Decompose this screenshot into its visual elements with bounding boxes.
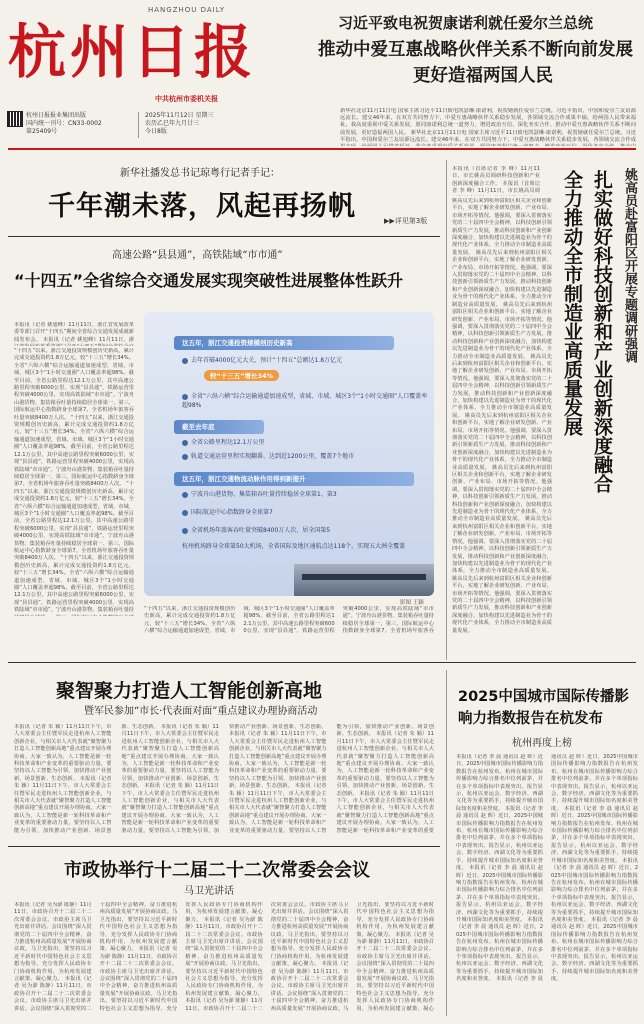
masthead-sponsor: 中共杭州市委机关报 <box>155 95 218 103</box>
side-body: 姚高员先后来到杭州富阳区相关企业和创新平台，实地了解企业研发创新、产业布局、市场开拓等情况。他强调，要深入贯彻落实党的二十届四中全会精神，以科技创新引领新质生产力发展，推动科技创新和产业创新深度融合，加快构建以先进制造业为骨干的现代化产业体系，全力推动全市制造业高质量发展。 姚高员先后来到杭州富阳区相关企业和创新平台，实地了解企业研发创新、产业布局、市场开拓等情况。他强调，要深入贯彻落实党的二十届四中全会精神，以科技创新引领新质生产力发展，推动科技创新和产业创新深度融合，加快构建以先进制造业为骨干的现代化产业体系，全力推动全市制造业高质量发展。 姚高员先后来到杭州富阳区相关企业和创新平台，实地了解企业研发创新、产业布局、市场开拓等情况。他强调，要深入贯彻落实党的二十届四中全会精神，以科技创新引领新质生产力发展，推动科技创新和产业创新深度融合，加快构建以先进制造业为骨干的现代化产业体系，全力推动全市制造业高质量发展。 姚高员先后来到杭州富阳区相关企业和创新平台，实地了解企业研发创新、产业布局、市场开拓等情况。他强调，要深入贯彻落实党的二十届四中全会精神，以科技创新引领新质生产力发展，推动科技创新和产业创新深度融合，加快构建以先进制造业为骨干的现代化产业体系，全力推动全市制造业高质量发展。 姚高员先后来到杭州富阳区相关企业和创新平台，实地了解企业研发创新、产业布局、市场开拓等情况。他强调，要深入贯彻落实党的二十届四中全会精神，以科技创新引领新质生产力发展，推动科技创新和产业创新深度融合，加快构建以先进制造业为骨干的现代化产业体系，全力推动全市制造业高质量发展。 姚高员先后来到杭州富阳区相关企业和创新平台，实地了解企业研发创新、产业布局、市场开拓等情况。他强调，要深入贯彻落实党的二十届四中全会精神，以科技创新引领新质生产力发展，推动科技创新和产业创新深度融合，加快构建以先进制造业为骨干的现代化产业体系，全力推动全市制造业高质量发展。 姚高员先后来到杭州富阳区相关企业和创新平台，实地了解企业研发创新、产业布局、市场开拓等情况。他强调，要深入贯彻落实党的二十届四中全会精神，以科技创新引领新质生产力发展，推动科技创新和产业创新深度融合，加快构建以先进制造业为骨干的现代化产业体系，全力推动全市制造业高质量发展。 姚高员先后来到杭州富阳区相关企业和创新平台，实地了解企业研发创新、产业布局、市场开拓等情况。他强调，要深入贯彻落实党的二十届四中全会精神，以科技创新引领新质生产力发展，推动科技创新和产业创新深度融合，加快构建以先进制造业为骨干的现代化产业体系，全力推动全市制造业高质量发展。 <box>452 198 552 634</box>
info-stat-annual-text: 去年首破4000亿元大关，预计“十四五”总额达1.8万亿元 <box>191 357 343 364</box>
lead-jump: ▶▶详见第3版 <box>384 217 428 225</box>
story2-body: 本报讯（记者 朱 颖）11月11日下午，市人大常委会主任暨军民走进杭州人工智能创新企业，与相关市人大代表就“聚智聚力打造人工智能创新高地”重点建议开展办理协商。大家一致认为，人工智能是新一轮科技革命和产业变革的重要驱动力量，要坚持以人工智能为引领，加快推动产业创新、场景创新、生态创新。 本报讯（记者 朱 颖）11月11日下午，市人大常委会主任暨军民走进杭州人工智能创新企业，与相关市人大代表就“聚智聚力打造人工智能创新高地”重点建议开展办理协商。大家一致认为，人工智能是新一轮科技革命和产业变革的重要驱动力量，要坚持以人工智能为引领，加快推动产业创新、场景创新、生态创新。 本报讯（记者 朱 颖）11月11日下午，市人大常委会主任暨军民走进杭州人工智能创新企业，与相关市人大代表就“聚智聚力打造人工智能创新高地”重点建议开展办理协商。大家一致认为，人工智能是新一轮科技革命和产业变革的重要驱动力量，要坚持以人工智能为引领，加快推动产业创新、场景创新、生态创新。 本报讯（记者 朱 颖）11月11日下午，市人大常委会主任暨军民走进杭州人工智能创新企业，与相关市人大代表就“聚智聚力打造人工智能创新高地”重点建议开展办理协商。大家一致认为，人工智能是新一轮科技革命和产业变革的重要驱动力量，要坚持以人工智能为引领，加快推动产业创新、场景创新、生态创新。 本报讯（记者 朱 颖）11月11日下午，市人大常委会主任暨军民走进杭州人工智能创新企业，与相关市人大代表就“聚智聚力打造人工智能创新高地”重点建议开展办理协商。大家一致认为，人工智能是新一轮科技革命和产业变革的重要驱动力量，要坚持以人工智能为引领，加快推动产业创新、场景创新、生态创新。 本报讯（记者 朱 颖）11月11日下午，市人大常委会主任暨军民走进杭州人工智能创新企业，与相关市人大代表就“聚智聚力打造人工智能创新高地”重点建议开展办理协商。大家一致认为，人工智能是新一轮科技革命和产业变革的重要驱动力量，要坚持以人工智能为引领，加快推动产业创新、场景创新、生态创新。 本报讯（记者 朱 颖）11月11日下午，市人大常委会主任暨军民走进杭州人工智能创新企业，与相关市人大代表就“聚智聚力打造人工智能创新高地”重点建议开展办理协商。大家一致认为，人工智能是新一轮科技革命和产业变革的重要驱动力量，要坚持以人工智能为引领，加快推动产业创新、场景创新、生态创新。 本报讯（记者 朱 颖）11月11日下午，市人大常委会主任暨军民走进杭州人工智能创新企业，与相关市人大代表就“聚智聚力打造人工智能创新高地”重点建议开展办理协商。大家一致认为，人工智能是新一轮科技革命和产业变革的重要 <box>14 724 434 834</box>
info-stat-shipping <box>182 508 430 517</box>
story4-sub: 马卫光讲话 <box>184 886 234 897</box>
info-stat-road-text: 全省公路里程达12.1万公里 <box>191 439 265 446</box>
lead-kicker: 新华社播发总书记琼粤行记者手记： <box>120 168 280 179</box>
info-stat-rail-text: 轨道交通运营里程实现翻番、达到近1200公里，覆盖7个地市 <box>191 453 355 460</box>
side-headline-a: 姚高员赴富阳区开展专题调研强调 <box>622 168 637 363</box>
main-headline-line2: 更好造福两国人民 <box>413 66 553 86</box>
info-bar-investment: 这五年，浙江交通投资规模创历史新高 <box>174 336 394 350</box>
story4-headline: 市政协举行十二届二十二次常委会会议 <box>64 860 370 881</box>
side-headline-c: 全力推动全市制造业高质量发展 <box>561 170 583 436</box>
issue-number: 第25409号 <box>26 128 58 135</box>
story1-byline: 本报讯（记者 姚旭峰）11月11日，浙江省发展改革委等部门召开“十四五”期间全省综合交通发展成就新闻发布会。 本报讯（记者 姚旭峰）11月11日，浙 <box>14 322 134 343</box>
side-headline-b: 扎实做好科技创新和产业创新深度融合 <box>591 170 613 493</box>
issue-date: 2025年11月12日 星期三 <box>145 112 214 119</box>
plane-icon <box>182 528 188 534</box>
ship-icon <box>182 492 188 498</box>
info-stat-port <box>182 490 430 499</box>
main-headline-line1: 推动中爱互惠战略伙伴关系不断向前发展 <box>318 40 633 60</box>
masthead-rule <box>8 148 636 150</box>
side-byline: 本报讯（首席记者 李 峰）11月11日，市长姚高员调研科技创新和产业创新深度融合工作。 本报讯（首席记者 李 峰）11月11日，市长姚高员调 <box>452 166 540 195</box>
lunar-date: 农历乙巳年九月廿三 <box>145 120 200 127</box>
story3-body: 本报讯（记者 李 晨 通讯员 赵 晖）近日，2025中国城市国际传播影响力指数报告在杭州发布。杭州在城市国际传播影响力综合排名中位列前茅，并在多个单项指标中表现突出。报告显示，杭州以亚运会、数字经济、西湖文化等为重要抓手，持续提升城市国际知名度和美誉度。 本报讯（记者 李 晨 通讯员 赵 晖）近日，2025中国城市国际传播影响力指数报告在杭州发布。杭州在城市国际传播影响力综合排名中位列前茅，并在多个单项指标中表现突出。报告显示，杭州以亚运会、数字经济、西湖文化等为重要抓手，持续提升城市国际知名度和美誉度。 本报讯（记者 李 晨 通讯员 赵 晖）近日，2025中国城市国际传播影响力指数报告在杭州发布。杭州在城市国际传播影响力综合排名中位列前茅，并在多个单项指标中表现突出。报告显示，杭州以亚运会、数字经济、西湖文化等为重要抓手，持续提升城市国际知名度和美誉度。 本报讯（记者 李 晨 通讯员 赵 晖）近日，2025中国城市国际传播影响力指数报告在杭州发布。杭州在城市国际传播影响力综合排名中位列前茅，并在多个单项指标中表现突出。报告显示，杭州以亚运会、数字经济、西湖文化等为重要抓手，持续提升城市国际知名度和美誉度。 本报讯（记者 李 晨 通讯员 赵 晖）近日，2025中国城市国际传播影响力指数报告在杭州发布。杭州在城市国际传播影响力综合排名中位列前茅，并在多个单项指标中表现突出。报告显示，杭州以亚运会、数字经济、西湖文化等为重要抓手，持续提升城市国际知名度和美誉度。 本报讯（记者 李 晨 通讯员 赵 晖）近日，2025中国城市国际传播影响力指数报告在杭州发布。杭州在城市国际传播影响力综合排名中位列前茅，并在多个单项指标中表现突出。报告显示，杭州以亚运会、数字经济、西湖文化等为重要抓手，持续提升城市国际知名度和美誉度。 本报讯（记者 李 晨 通讯员 赵 晖）近日，2025中国城市国际传播影响力指数报告在杭州发布。杭州在城市国际传播影响力综合排名中位列前茅，并在多个单项指标中表现突出。报告显示，杭州以亚运会、数字经济、西湖文化等为重要抓手，持续提升城市国际知名度和美誉度。 本报讯（记者 李 晨 通讯员 赵 晖）近日，2025中国城市国际传播影响力指数报告在杭州发布。杭州在城市国际传播影响力综合排名中位列前茅，并在多个单项指标中表现突出。报告显示，杭州以亚运会、数字经济、西湖文化等为重要抓手，持续提升城市国际知名度和美誉度。 <box>456 754 638 983</box>
story1-kicker: 高速公路“县县通”，高铁陆域“市市通” <box>112 250 283 261</box>
info-stat-road <box>182 438 430 447</box>
story4-body: 本报讯（记者 吴为澎 陈静）11月11日，市政协召开十二届二十二次常委会会议。市政协主席马卫光出席并讲话。会议围绕“深入贯彻党的二十届四中全会精神，奋力推进杭州高质量发展”开展协商议政。马卫光指出，要坚持以习近平新时代中国特色社会主义思想为指导，充分发挥人民政协专门协商机构作用，为杭州发展建言献策、凝心聚力。 本报讯（记者 吴为澎 陈静）11月11日，市政协召开十二届二十二次常委会会议。市政协主席马卫光出席并讲话。会议围绕“深入贯彻党的二十届四中全会精神，奋力推进杭州高质量发展”开展协商议政。马卫光指出，要坚持以习近平新时代中国特色社会主义思想为指导，充分发挥人民政协专门协商机构作用，为杭州发展建言献策、凝心聚力。 本报讯（记者 吴为澎 陈静）11月11日，市政协召开十二届二十二次常委会会议。市政协主席马卫光出席并讲话。会议围绕“深入贯彻党的二十届四中全会精神，奋力推进杭州高质量发展”开展协商议政。马卫光指出，要坚持以习近平新时代中国特色社会主义思想为指导，充分发挥人民政协专门协商机构作用，为杭州发展建言献策、凝心聚力。 本报讯（记者 吴为澎 陈静）11月11日，市政协召开十二届二十二次常委会会议。市政协主席马卫光出席并讲话。会议围绕“深入贯彻党的二十届四中全会精神，奋力推进杭州高质量发展”开展协商议政。马卫光指出，要坚持以习近平新时代中国特色社会主义思想为指导，充分发挥人民政协专门协商机构作用，为杭州发展建言献策、凝心聚力。 本报讯（记者 吴为澎 陈静）11月11日，市政协召开十二届二十二次常委会会议。市政协主席马卫光出席并讲话。会议围绕“深入贯彻党的二十届四中全会精神，奋力推进杭州高质量发展”开展协商议政。马卫光指出，要坚持以习近平新时代中国特色社会主义思想为指导，充分发挥人民政协专门协商机构作用，为杭州发展建言献策、凝心聚力。 本报讯（记者 吴为澎 陈静）11月11日，市政协召开十二届二十二次常委会会议。市政协主席马卫光出席并讲话。会议围绕“深入贯彻党的二十届四中全会精神，奋力推进杭州高质量发展”开展协商议政。马卫光指出，要坚持以习近平新时代中国特色社会主义思想为指导，充分发挥人民政协专门协商机构作用，为杭州发展建言献策、凝心聚力。 本报讯（记者 吴为澎 陈静）11月11日，市政协召开十二届二十二次常委会会议。市政协主席马卫光出席并讲话。会议围绕“深入贯彻党的二十届四中全会精神，奋力推进杭州高质量发展”开展协商议政。马卫光指出，要坚持以习近平新时代中国特色社会主义思想为指导，充分发挥人民政协专门协商机构作用，为杭州发展建言献策、凝心 <box>14 902 434 1012</box>
section-divider-2 <box>8 846 440 847</box>
publisher-label: 杭州日报报业集团出版 <box>26 112 87 119</box>
infographic <box>144 312 434 596</box>
info-stat-port-text: 宁波舟山港货物、集装箱吞吐量持续稳居全球第1、第3 <box>191 491 337 498</box>
cn-number: 国内统一刊号：CN33-0002 <box>26 120 102 127</box>
road-icon <box>182 440 188 446</box>
info-stat-airport <box>182 526 430 535</box>
info-stat-annual <box>182 356 430 365</box>
info-stat-routes <box>182 542 430 551</box>
publisher-info <box>26 112 136 136</box>
lead-headline: 千年潮未落，风起再扬帆 <box>48 191 356 222</box>
train-window-row <box>302 574 426 580</box>
info-stat-airport-text: 全省机场年旅客吞吐量突破8400万人次，居全国第5 <box>191 527 331 534</box>
masthead-logo: 杭州日报 <box>8 18 257 86</box>
photo-credit: 影图 王颖 <box>400 600 424 606</box>
story1-headline: “十四五”全省综合交通发展实现突破性进展整体性跃升 <box>14 271 404 290</box>
story3-sub: 杭州再度上榜 <box>512 738 572 749</box>
info-stat-shipping-text: 国际航运中心指数跻身全球第7 <box>191 509 273 516</box>
story1-body: “十四五”以来，浙江交通投资规模创历史新高，累计完成交通投资约1.8万亿元，较“十三五”增长34%。全省“六纵六横”综合运输通道加速成型，省域、市域、城区3个“1小时交通圈”人口覆盖率超98%。截至目前，全省公路里程达12.1万公里，其中高速公路里程突破6000公里，实现“县县通”，铁路运营里程突破4000公里，实现高铁陆域“市市通”。宁波舟山港货物、集装箱吞吐量持续稳居全球第一、第三，国际航运中心指数跻身全球第7。全省机场年旅客吞吐量突破8400万人次。 “十四五”以来，浙江交通投资规模创历史新高，累计完成交通投资约1.8万亿元，较“十三五”增长34%。全省“六纵六横”综合运输通道加速成型，省域、市域、城区3个“1小时交通圈”人口覆盖率超98%。截至目前，全省公路里程达12.1万公里，其中高速公路里程突破6000公里，实现“县县通”，铁路运营里程突破4000公里，实现高铁陆域“市市通”。宁波舟山港货物、集装箱吞吐量持续稳居全球第一、第三，国际航运中心指数跻身全球第7。全省机场年旅客吞吐量突破8400万人次。 “十四五”以来，浙江交通投资规模创历史新高，累计完成交通投资约1.8万亿元，较“十三五”增长34%。全省“六纵六横”综合运输通道加速成型，省域、市域、城区3个“1小时交通圈”人口覆盖率超98%。截至目前，全省公路里程达12.1万公里，其中高速公路里程突破6000公里，实现“县县通”，铁路运营里程突破4000公里，实现高铁陆域“市市通”。宁波舟山港货物、集装箱吞吐量持续稳居全球第一、第三，国际航运中心指数跻身全球第7。全省机场年旅客吞吐量突破8400万人次。 “十四五”以来，浙江交通投资规模创历史新高，累计完成交通投资约1.8万亿元，较“十三五”增长34%。全省“六纵六横”综合运输通道加速成型，省域、市域、城区3个“1小时交通圈”人口覆盖率超98%。截至目前，全省公路里程达12.1万公里，其中高速公路里程突破6000公里，实现“县县通”，铁路运营里程突破4000公里，实现高铁陆域“市市通”。宁波舟山港货物、集装箱吞吐量持 <box>14 348 134 614</box>
date-info <box>145 112 260 136</box>
top-headline: 习近平致电祝贺康诺利就任爱尔兰总统 <box>338 14 594 32</box>
brief-text: 新华社北京11月11日电 国家主席习近平11日致电凯瑟琳·康诺利，祝贺她就任爱尔兰总统。习近平指出，中国和爱尔兰友谊源远流长。建交46年来，在双方共同努力下，中爱互惠战略伙伴关系稳步发展，各领域交流合作成果丰硕，给两国人民带来福祉。我高度重视中爱关系发展，愿同康诺利总统一道努力，增进政治互信，深化务实合作，推动中爱互惠战略伙伴关系不断向前发展，更好造福两国人民。 新华社北京11月11日电 国家主席习近平11日致电凯瑟琳·康诺利，祝贺她就任爱尔兰总统。习近平指出，中国和爱尔兰友谊源远流长。建交46年来，在双方共同努力下，中爱互惠战略伙伴关系稳步发展，各领域交流合作成 <box>340 108 636 143</box>
info-stat-network <box>182 392 430 410</box>
story2-headline: 聚智聚力打造人工智能创新高地 <box>56 680 323 702</box>
rail-icon <box>182 454 188 460</box>
info-bar-logistics: 这五年，浙江交通物流动脉作用得到新提升 <box>174 472 414 486</box>
side-divider <box>446 160 447 660</box>
info-divider <box>138 112 139 138</box>
lead-divider <box>8 236 440 237</box>
story1-body-col2: “十四五”以来，浙江交通投资规模创历史新高，累计完成交通投资约1.8万亿元，较“十三五”增长34%。全省“六纵六横”综合运输通道加速成型，省域、市域、城区3个“1小时交通圈”人口覆盖率超98%。截至目前，全省公路里程达12.1万公里，其中高速公路里程突破6000公里，实现“县县通”，铁路运营里程突破4000公里，实现高铁陆域“市市通”。宁波舟山港货物、集装箱吞吐量持续稳居全球第一、第三，国际航运中心指数跻身全球第7。全省机场年旅客吞 <box>144 606 434 635</box>
info-stat-rail <box>182 452 430 461</box>
masthead-pinyin: HANGZHOU DAILY <box>148 6 225 14</box>
network-icon <box>182 394 188 400</box>
train-photo <box>294 564 434 596</box>
section-divider-1 <box>8 662 636 663</box>
qr-code <box>8 112 22 126</box>
info-stat-routes-text: 杭州机场跻身全球第50大机场，全省国际及地区通航点达118个，实现五大洲全覆盖 <box>182 543 406 550</box>
story2-sub: 暨军民参加“市长·代表面对面”重点建议办理协商活动 <box>84 706 318 717</box>
page-count: 今日8版 <box>145 128 167 135</box>
info-stat-network-text: 全省“六纵六横”综合运输通道加速成型，省域、市域、城区3个“1小时交通圈”人口覆盖率超98% <box>182 393 428 409</box>
story3-headline: 2025中国城市国际传播影响力指数报告在杭发布 <box>458 689 629 727</box>
info-pill-growth: 较“十三五”增长34% <box>204 370 279 381</box>
anchor-icon <box>182 510 188 516</box>
info-bar-yearend: 截至去年底 <box>174 420 264 434</box>
coin-icon <box>182 358 188 364</box>
story3-divider <box>446 670 447 1016</box>
